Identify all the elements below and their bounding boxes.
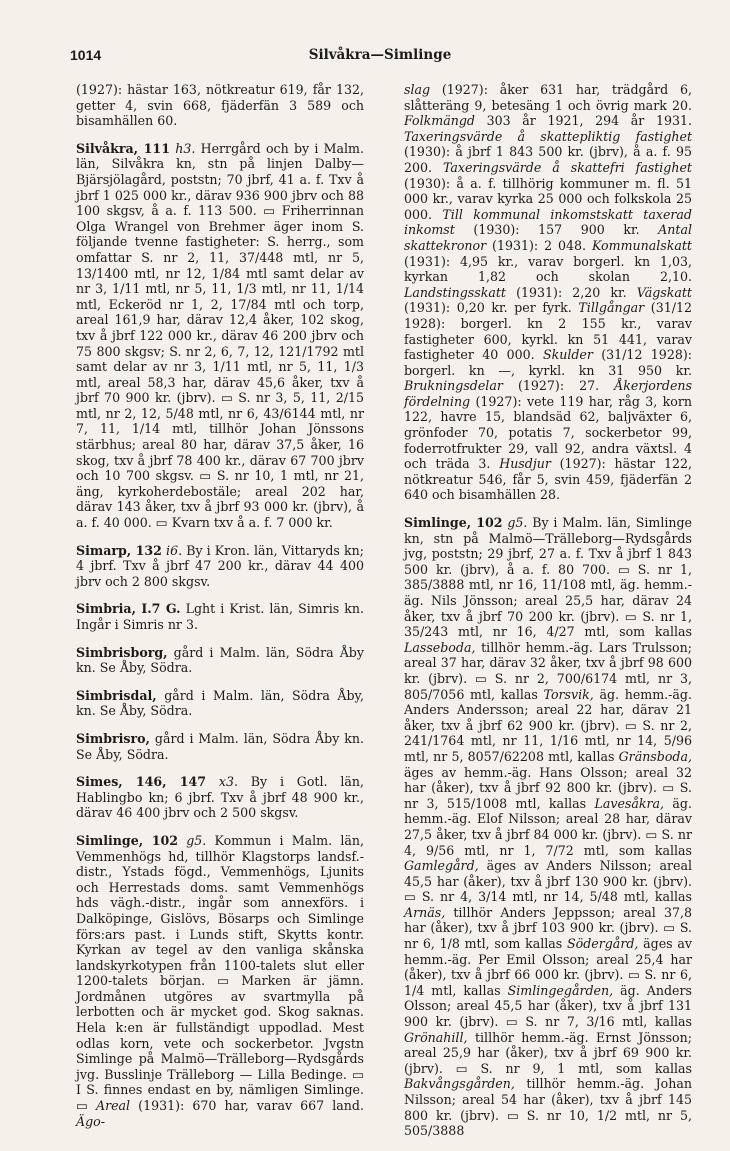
- text-segment: (31/12 1928): borgerl. kn —, kyrkl. kn 31 950 kr.: [404, 347, 692, 378]
- text-segment: Södergård,: [567, 936, 639, 952]
- text-segment: h3.: [175, 140, 196, 156]
- entry-intro: [76, 82, 364, 129]
- text-segment: (1931): 0,20 kr. per fyrk.: [404, 300, 572, 316]
- text-segment: Lavesåkra,: [594, 795, 665, 811]
- headword: Simes, 146, 147: [76, 774, 207, 790]
- entry-simlinge-by: [404, 515, 692, 1139]
- text-segment: Kommun i Malm. län, Vemmenhögs hd, tillhör Klagstorps landsf.-distr., Ystads fögd., Vemmenhögs, Ljunits och Herrestads doms. samt Vemmenhögs hds vägh.-distr., ingår som annexförs. i Dalköpinge, Gislövs, Bösarps och Simlinge förs:ars past. i Lunds stift, Skytts kontr. Kyrkan av tegel av den vanliga skånska landskyrkotypen från 1100-talets slut eller 1200-talets början. ▭ Marken är jämn. Jordmånen utgöres av svartmylla på lerbotten och är mycket god. Skog saknas. Hela k:en är fullständigt uppodlad. Mest odlas korn, vete och sockerbetor. Jvgstn Simlinge på Malmö—Trälleborg—Rydsgårds jvg. Busslinje Trälleborg — Lilla Bedinge. ▭ I S. finnes endast en by, nämligen Simlinge. ▭: [76, 832, 364, 1114]
- text-segment: Areal: [95, 1098, 131, 1114]
- text-segment: Antal skattekronor: [404, 222, 692, 253]
- text-segment: tillhör hemm.-äg. Johan Nilsson; areal 54 har (åker), txv å jbrf 145 800 kr. (jbrv). ▭ S. nr 10, 1/2 mtl, nr 5, 505/3888: [404, 1076, 692, 1139]
- text-segment: Torsvik,: [543, 686, 594, 702]
- text-segment: tillhör hemm.-äg. Ernst Jönsson; areal 25,9 har (åker), txv å jbrf 69 900 kr. (jbrv). ▭ S. nr 9, 1 mtl, som kallas: [404, 1029, 692, 1076]
- headword: Simlinge, 102: [404, 515, 503, 531]
- text-segment: Simlingegården,: [507, 982, 614, 998]
- text-segment: Lasseboda,: [404, 639, 476, 655]
- text-segment: (1930): 157 900 kr.: [473, 222, 640, 238]
- text-segment: äges av hemm.-äg. Hans Olsson; areal 32 har (åker), txv å jbrf 92 800 kr. (jbrv). ▭ S. nr 3, 515/1008 mtl, kallas: [404, 764, 692, 811]
- text-segment: Landstingsskatt: [404, 284, 506, 300]
- headword: Simbrisro,: [76, 730, 150, 746]
- text-segment: By i Gotl. län, Hablingbo kn; 6 jbrf. Txv å jbrf 48 900 kr., därav 46 400 jbrv och 2 500 skgsv.: [76, 774, 364, 821]
- headword: Simbria, I.7 G.: [76, 601, 181, 617]
- headword: Simlinge, 102: [76, 832, 179, 848]
- text-segment: Taxeringsvärde å skattepliktig fastighet: [404, 128, 692, 144]
- text-segment: (1927): hästar 122, nötkreatur 546, får 5, svin 459, fjäderfän 2 640 och bisamhällen 28.: [404, 456, 692, 503]
- text-segment: Brukningsdelar: [404, 378, 503, 394]
- text-segment: (1931): 2 048.: [492, 237, 587, 253]
- entry-simbrisborg: [76, 645, 364, 676]
- text-segment: 303 år 1921, 294 år 1931.: [486, 113, 692, 129]
- text-segment: (31/12 1928): borgerl. kn 2 155 kr., varav fastigheter 600, kyrkl. kn 51 441, varav fastigheter 40 000.: [404, 300, 692, 363]
- text-segment: (1930): å a. f. tillhörig kommuner m. fl. 51 000 kr., varav kyrka 25 000 och folkskola 25 000.: [404, 175, 692, 222]
- text-segment: (1931): 2,20 kr.: [516, 284, 627, 300]
- text-segment: tillhör Anders Jeppsson; areal 37,8 har (åker), txv å jbrf 103 900 kr. (jbrv). ▭ S. nr 6, 1/8 mtl, som kallas: [404, 904, 692, 952]
- text-segment: gård i Malm. län, Södra Åby kn. Se Åby, Södra.: [76, 730, 364, 762]
- text-segment: gård i Malm. län, Södra Åby, kn. Se Åby, Södra.: [76, 687, 364, 719]
- text-segment: Husdjur: [499, 456, 551, 472]
- page-header: [70, 47, 690, 71]
- text-segment: Gränsboda,: [618, 748, 692, 764]
- entry-simes: [76, 774, 364, 821]
- text-segment: Åkerjordens fördelning: [404, 378, 692, 409]
- text-segment: äg. hemm.-äg. Elof Nilsson; areal 28 har, därav 27,5 åker, txv å jbrf 84 000 kr. (jbrv). ▭ S. nr 4, 9/56 mtl, nr 1, 7/72 mtl, som kallas: [404, 795, 692, 858]
- entry-simbrisdal: [76, 688, 364, 719]
- text-segment: Ägo-: [76, 1113, 105, 1129]
- text-segment: äg. hemm.-äg. Anders Andersson; areal 22 har, därav 21 åker, txv å jbrf 62 900 kr. (jbrv). ▭ S. nr 2, 241/1764 mtl, nr 11, 1/16 mtl, nr 14, 5/96 mtl, nr 5, 8057/62208 mtl, kallas: [404, 686, 692, 764]
- text-segment: By i Kron. län, Vittaryds kn; 4 jbrf. Txv å jbrf 47 200 kr., därav 44 400 jbrv och 2 800 skgsv.: [76, 542, 364, 589]
- text-segment: Grönahill,: [404, 1029, 468, 1045]
- text-segment: Skulder: [542, 347, 593, 363]
- text-segment: tillhör hemm.-äg. Lars Trulsson; areal 37 har, därav 32 åker, txv å jbrf 98 600 kr. (jbrv). ▭ S. nr 2, 700/6174 mtl, nr 3, 805/7056 mtl, kallas: [404, 639, 692, 702]
- text-segment: äges av hemm.-äg. Per Emil Olsson; areal 25,4 har (åker), txv å jbrf 66 000 kr. (jbrv). ▭ S. nr 6, 1/4 mtl, kallas: [404, 936, 692, 998]
- entry-simbrisro: [76, 731, 364, 762]
- headword: Simarp, 132: [76, 542, 162, 558]
- text-segment: Taxeringsvärde å skattefri fastighet: [443, 159, 692, 175]
- text-segment: i6.: [166, 542, 183, 558]
- text-segment: x3.: [218, 774, 238, 790]
- text-segment: Arnäs,: [404, 904, 446, 920]
- text-segment: (1931): 4,95 kr., varav borgerl. kn 1,03, kyrkan 1,82 och skolan 2,10.: [404, 253, 692, 285]
- running-title: Silvåkra—Simlinge: [308, 47, 452, 63]
- entry-simlinge-kommun: [76, 833, 364, 1129]
- headword: Simbrisborg,: [76, 644, 168, 660]
- text-segment: (1931): 670 har, varav 667 land.: [138, 1098, 364, 1114]
- entry-simarp: [76, 543, 364, 590]
- text-segment: (1930): å jbrf 1 843 500 kr. (jbrv), å a. f. 95 200.: [404, 144, 692, 175]
- text-segment: Vägskatt: [636, 284, 692, 300]
- entry-simbria: [76, 601, 364, 632]
- text-segment: äges av Anders Nilsson; areal 45,5 har (åker), txv å jbrf 130 900 kr. (jbrv). ▭ S. nr 4, 3/14 mtl, nr 14, 5/48 mtl, kallas: [404, 858, 692, 905]
- text-segment: Till kommunal inkomstskatt taxerad inkomst: [404, 206, 692, 238]
- text-segment: Gamlegård,: [404, 858, 479, 874]
- text-segment: gård i Malm. län, Södra Åby kn. Se Åby, Södra.: [76, 644, 364, 676]
- text-segment: (1927): 27.: [517, 378, 600, 394]
- text-segment: Bakvångsgården,: [404, 1076, 515, 1092]
- text-segment: g5.: [186, 832, 207, 848]
- text-segment: äg. Anders Olsson; areal 45,5 har (åker), txv å jbrf 131 900 kr. (jbrv). ▭ S. nr 7, 3/16 mtl, kallas: [404, 982, 692, 1030]
- left-column: [76, 82, 364, 1141]
- headword: Silvåkra, 111: [76, 140, 170, 156]
- text-segment: Tillgångar: [578, 300, 645, 316]
- text-segment: Herrgård och by i Malm. län, Silvåkra kn, stn på linjen Dalby—Bjärsjölagård, poststn; 70 jbrf, 41 a. f. Txv å jbrf 1 025 000 kr., därav 936 900 jbrv och 88 100 skgsv, å a. f. 113 500. ▭ Friherrinnan Olga Wrangel von Brehmer äger inom S. följande tvenne fastigheter: S. herrg., som omfattar S. nr 2, 11, 37/448 mtl, nr 5, 13/1400 mtl, nr 12, 1/84 mtl samt delar av nr 3, 1/11 mtl, nr 5, 11, 1/3 mtl, nr 11, 1/14 mtl, Eckeröd nr 1, 2, 17/84 mtl och torp, areal 161,9 har, därav 12,4 åker, 102 skog, txv å jbrf 122 000 kr., därav 46 200 jbrv och 75 800 skgsv; S. nr 2, 6, 7, 12, 121/1792 mtl samt delar av nr 3, 1/11 mtl, nr 5, 11, 1/3 mtl, areal 58,3 har, därav 45,6 åker, txv å jbrf 70 900 kr. (jbrv). ▭ S. nr 3, 5, 11, 2/15 mtl, nr 2, 12, 5/48 mtl, nr 6, 43/6144 mtl, nr 7, 11, 1/14 mtl, tillhör Johan Jönssons stärbhus; areal 80 har, därav 37,5 åker, 16 skog, txv å jbrf 78 400 kr., därav 67 700 jbrv och 10 700 skgsv. ▭ S. nr 10, 1 mtl, nr 21, äng, kyrkoherdebostäle; areal 202 har, därav 143 åker, txv å jbrf 93 000 kr. (jbrv), å a. f. 40 000. ▭ Kvarn txv å a. f. 7 000 kr.: [76, 140, 364, 531]
- text-segment: Lght i Krist. län, Simris kn. Ingår i Simris nr 3.: [76, 601, 364, 632]
- entry-simlinge-kommun-cont: [404, 82, 692, 503]
- right-column: [404, 82, 692, 1151]
- text-segment: slag: [404, 82, 431, 97]
- text-segment: (1927): åker 631 har, trädgård 6, slåtteräng 9, betesäng 1 och övrig mark 20.: [404, 82, 692, 113]
- text-segment: (1927): hästar 163, nötkreatur 619, får 132, getter 4, svin 668, fjäderfän 3 589 och bisamhällen 60.: [76, 82, 364, 129]
- text-segment: Folkmängd: [404, 113, 475, 129]
- text-segment: (1927): vete 119 har, råg 3, korn 122, havre 15, blandsäd 62, baljväxter 6, grönfoder 70, potatis 7, sockerbetor 99, foderrotfrukter 29, vall 92, andra växtsl. 4 och träda 3.: [404, 393, 692, 472]
- headword: Simbrisdal,: [76, 687, 157, 703]
- text-segment: g5.: [507, 515, 528, 531]
- text-segment: By i Malm. län, Simlinge kn, stn på Malmö—Trälleborg—Rydsgårds jvg, poststn; 29 jbrf, 27 a. f. Txv å jbrf 1 843 500 kr. (jbrv), å a. f. 80 700. ▭ S. nr 1, 385/3888 mtl, nr 16, 11/108 mtl, äg. hemm.-äg. Nils Jönsson; areal 25,5 har, därav 24 åker, txv å jbrf 70 200 kr. (jbrv). ▭ S. nr 1, 35/243 mtl, nr 16, 4/27 mtl, som kallas: [404, 515, 692, 640]
- entry-silvakra: [76, 141, 364, 531]
- page-number: 1014: [70, 47, 102, 63]
- text-segment: Kommunalskatt: [591, 237, 692, 253]
